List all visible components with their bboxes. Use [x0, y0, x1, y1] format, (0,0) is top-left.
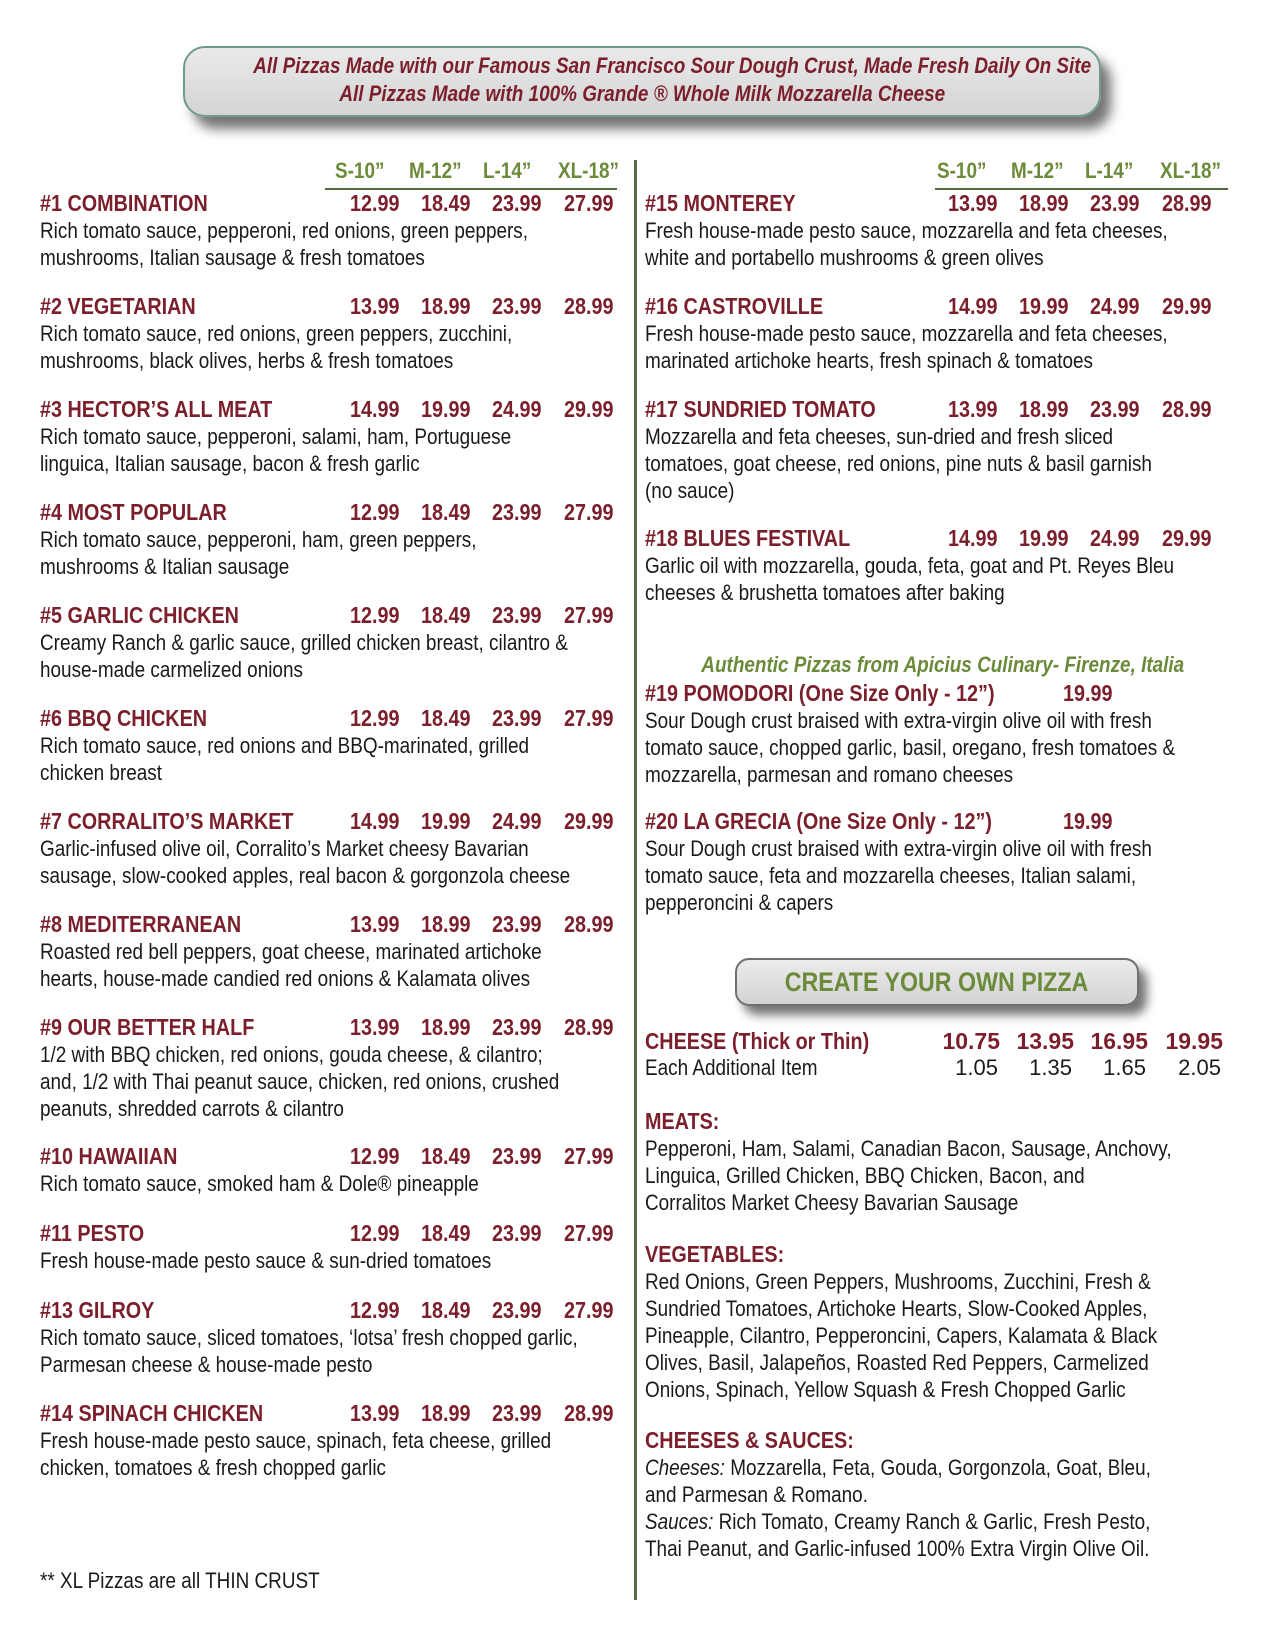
item-name: #10 HAWAIIAN	[40, 1143, 178, 1169]
cheese-label: CHEESE (Thick or Thin)	[645, 1028, 870, 1054]
item-price: 29.99	[564, 396, 614, 422]
item-price: 18.49	[421, 1143, 471, 1169]
size-large: L-14”	[483, 158, 532, 183]
cheeses-sauces-list: Cheeses: Mozzarella, Feta, Gouda, Gorgonzola, Goat, Bleu, and Parmesan & Romano. Sauces: Rich Tomato, Creamy Ranch & Garlic, Fresh Pesto, Thai Peanut, and Garlic-infused 100% Extra Virgin Olive Oil.	[645, 1455, 1151, 1561]
size-xlarge: XL-18”	[558, 158, 619, 183]
item-price: 28.99	[564, 911, 614, 937]
item-description: Rich tomato sauce, smoked ham & Dole® pineapple	[40, 1171, 479, 1196]
vegetables-list: Red Onions, Green Peppers, Mushrooms, Zucchini, Fresh & Sundried Tomatoes, Artichoke Hearts, Slow-Cooked Apples, Pineapple, Cilantro, Pepperoncini, Capers, Kalamata & Black Olives, Basil, Jalapeños, Roasted Red Peppers, Carmelized Onions, Spinach, Yellow Squash & Fresh Chopped Garlic	[645, 1269, 1158, 1402]
item-price: 18.99	[421, 1400, 471, 1426]
item-name: #1 COMBINATION	[40, 190, 208, 216]
size-small: S-10”	[335, 158, 385, 183]
item-price: 28.99	[564, 1014, 614, 1040]
item-price: 23.99	[1090, 396, 1140, 422]
item-name: #2 VEGETARIAN	[40, 293, 196, 319]
item-description: Garlic oil with mozzarella, gouda, feta, goat and Pt. Reyes Bleu cheeses & brushetta tomatoes after baking	[645, 553, 1174, 605]
item-price: 18.49	[421, 602, 471, 628]
item-description: Rich tomato sauce, red onions and BBQ-marinated, grilled chicken breast	[40, 733, 530, 785]
item-price: 29.99	[564, 808, 614, 834]
item-price: 19.99	[1019, 525, 1069, 551]
additional-item-row	[645, 1055, 1245, 1082]
item-price: 18.49	[421, 1297, 471, 1323]
item-price: 18.99	[421, 1014, 471, 1040]
item-price: 29.99	[1162, 293, 1212, 319]
item-price: 18.49	[421, 1220, 471, 1246]
item-price: 12.99	[350, 499, 400, 525]
item-description: Fresh house-made pesto sauce & sun-dried tomatoes	[40, 1248, 492, 1273]
item-price: 18.99	[421, 293, 471, 319]
item-description: Creamy Ranch & garlic sauce, grilled chicken breast, cilantro & house-made carmelized onions	[40, 630, 568, 682]
item-price: 13.99	[948, 396, 998, 422]
item-price: 19.99	[421, 396, 471, 422]
item-description: Rich tomato sauce, pepperoni, red onions, green peppers, mushrooms, Italian sausage & fresh tomatoes	[40, 218, 529, 270]
item-price: 19.99	[1063, 680, 1113, 706]
item-price: 13.99	[350, 1400, 400, 1426]
item-price: 12.99	[350, 1297, 400, 1323]
item-name: #14 SPINACH CHICKEN	[40, 1400, 264, 1426]
item-price: 27.99	[564, 499, 614, 525]
sauces-label: Sauces:	[645, 1509, 714, 1534]
price-xlarge: 2.05	[1178, 1055, 1221, 1080]
size-header-right	[935, 158, 1228, 190]
additional-label: Each Additional Item	[645, 1055, 818, 1080]
item-price: 23.99	[492, 602, 542, 628]
authentic-heading: Authentic Pizzas from Apicius Culinary- Firenze, Italia	[701, 652, 1184, 677]
item-price: 24.99	[1090, 525, 1140, 551]
item-description: Fresh house-made pesto sauce, mozzarella and feta cheeses, white and portabello mushrooms & green olives	[645, 218, 1168, 270]
item-name: #6 BBQ CHICKEN	[40, 705, 208, 731]
item-price: 27.99	[564, 190, 614, 216]
item-price: 23.99	[492, 1400, 542, 1426]
item-description: Roasted red bell peppers, goat cheese, marinated artichoke hearts, house-made candied red onions & Kalamata olives	[40, 939, 542, 991]
item-price: 18.99	[421, 911, 471, 937]
item-price: 13.99	[350, 293, 400, 319]
item-price: 18.99	[1019, 190, 1069, 216]
meats-list: Pepperoni, Ham, Salami, Canadian Bacon, Sausage, Anchovy, Linguica, Grilled Chicken, BBQ Chicken, Bacon, and Corralitos Market Cheesy Bavarian Sausage	[645, 1136, 1172, 1215]
item-price: 19.99	[421, 808, 471, 834]
price-large: 1.65	[1103, 1055, 1146, 1080]
item-price: 23.99	[492, 1014, 542, 1040]
cheese-price-row	[645, 1028, 1245, 1055]
item-price: 12.99	[350, 1220, 400, 1246]
price-medium: 1.35	[1029, 1055, 1072, 1080]
item-name: #5 GARLIC CHICKEN	[40, 602, 239, 628]
item-price: 29.99	[1162, 525, 1212, 551]
item-price: 23.99	[492, 293, 542, 319]
item-price: 13.99	[350, 911, 400, 937]
item-price: 23.99	[1090, 190, 1140, 216]
item-price: 23.99	[492, 705, 542, 731]
meats-title: MEATS:	[645, 1108, 720, 1134]
item-price: 27.99	[564, 705, 614, 731]
item-price: 12.99	[350, 1143, 400, 1169]
item-description: Fresh house-made pesto sauce, spinach, feta cheese, grilled chicken, tomatoes & fresh chopped garlic	[40, 1428, 552, 1480]
item-name: #9 OUR BETTER HALF	[40, 1014, 255, 1040]
item-price: 14.99	[948, 293, 998, 319]
item-price: 13.99	[948, 190, 998, 216]
item-price: 18.99	[1019, 396, 1069, 422]
price-small: 10.75	[942, 1028, 1000, 1054]
item-price: 18.49	[421, 499, 471, 525]
item-price: 19.99	[1063, 808, 1113, 834]
item-price: 23.99	[492, 499, 542, 525]
item-description: 1/2 with BBQ chicken, red onions, gouda cheese, & cilantro; and, 1/2 with Thai peanut sauce, chicken, red onions, crushed peanuts, shredded carrots & cilantro	[40, 1042, 560, 1121]
vegetables-title: VEGETABLES:	[645, 1241, 785, 1267]
size-medium: M-12”	[1011, 158, 1064, 183]
item-name: #19 POMODORI (One Size Only - 12”)	[645, 680, 995, 706]
size-large: L-14”	[1085, 158, 1134, 183]
item-name: #3 HECTOR’S ALL MEAT	[40, 396, 273, 422]
item-price: 24.99	[492, 808, 542, 834]
xl-footnote: ** XL Pizzas are all THIN CRUST	[40, 1568, 320, 1593]
cheeses-sauces-title: CHEESES & SAUCES:	[645, 1427, 854, 1453]
cheeses-label: Cheeses:	[645, 1455, 725, 1480]
item-price: 12.99	[350, 602, 400, 628]
price-small: 1.05	[955, 1055, 998, 1080]
price-large: 16.95	[1090, 1028, 1148, 1054]
item-price: 28.99	[564, 1400, 614, 1426]
top-banner	[183, 46, 1101, 117]
item-description: Rich tomato sauce, red onions, green peppers, zucchini, mushrooms, black olives, herbs & fresh tomatoes	[40, 321, 513, 373]
item-price: 14.99	[350, 396, 400, 422]
item-description: Garlic-infused olive oil, Corralito’s Market cheesy Bavarian sausage, slow-cooked apples, real bacon & gorgonzola cheese	[40, 836, 571, 888]
item-name: #13 GILROY	[40, 1297, 155, 1323]
create-your-own-banner: CREATE YOUR OWN PIZZA	[735, 958, 1139, 1006]
item-price: 12.99	[350, 705, 400, 731]
item-name: #20 LA GRECIA (One Size Only - 12”)	[645, 808, 992, 834]
item-description: Sour Dough crust braised with extra-virgin olive oil with fresh tomato sauce, feta and mozzarella cheeses, Italian salami, pepperoncini & capers	[645, 836, 1152, 915]
meats-section	[645, 1108, 1245, 1216]
size-small: S-10”	[937, 158, 987, 183]
item-description: Sour Dough crust braised with extra-virgin olive oil with fresh tomato sauce, chopped garlic, basil, oregano, fresh tomatoes & mozzarella, parmesan and romano cheeses	[645, 708, 1176, 787]
cheeses-sauces-section	[645, 1427, 1245, 1562]
item-price: 27.99	[564, 1143, 614, 1169]
item-name: #8 MEDITERRANEAN	[40, 911, 242, 937]
item-description: Rich tomato sauce, pepperoni, salami, ham, Portuguese linguica, Italian sausage, bacon & fresh garlic	[40, 424, 512, 476]
item-price: 23.99	[492, 911, 542, 937]
price-medium: 13.95	[1016, 1028, 1074, 1054]
item-description: Mozzarella and feta cheeses, sun-dried and fresh sliced tomatoes, goat cheese, red onions, pine nuts & basil garnish (no sauce)	[645, 424, 1152, 503]
size-medium: M-12”	[409, 158, 462, 183]
item-price: 13.99	[350, 1014, 400, 1040]
item-price: 18.49	[421, 190, 471, 216]
item-price: 19.99	[1019, 293, 1069, 319]
item-price: 28.99	[1162, 396, 1212, 422]
item-description: Fresh house-made pesto sauce, mozzarella and feta cheeses, marinated artichoke hearts, fresh spinach & tomatoes	[645, 321, 1168, 373]
item-price: 27.99	[564, 1220, 614, 1246]
item-name: #17 SUNDRIED TOMATO	[645, 396, 876, 422]
banner-line-1: All Pizzas Made with our Famous San Francisco Sour Dough Crust, Made Fresh Daily On Site	[253, 53, 1092, 78]
item-price: 12.99	[350, 190, 400, 216]
item-name: #4 MOST POPULAR	[40, 499, 227, 525]
item-price: 18.49	[421, 705, 471, 731]
item-name: #11 PESTO	[40, 1220, 145, 1246]
item-price: 14.99	[948, 525, 998, 551]
item-price: 23.99	[492, 190, 542, 216]
item-description: Rich tomato sauce, pepperoni, ham, green peppers, mushrooms & Italian sausage	[40, 527, 477, 579]
item-name: #15 MONTEREY	[645, 190, 796, 216]
item-price: 24.99	[1090, 293, 1140, 319]
item-description: Rich tomato sauce, sliced tomatoes, ‘lotsa’ fresh chopped garlic, Parmesan cheese & house-made pesto	[40, 1325, 578, 1377]
item-name: #16 CASTROVILLE	[645, 293, 824, 319]
banner-line-2: All Pizzas Made with 100% Grande ® Whole Milk Mozzarella Cheese	[339, 81, 945, 106]
item-price: 23.99	[492, 1220, 542, 1246]
vegetables-section	[645, 1241, 1245, 1403]
size-xlarge: XL-18”	[1160, 158, 1221, 183]
item-price: 23.99	[492, 1297, 542, 1323]
item-name: #18 BLUES FESTIVAL	[645, 525, 851, 551]
item-price: 14.99	[350, 808, 400, 834]
item-price: 23.99	[492, 1143, 542, 1169]
price-xlarge: 19.95	[1165, 1028, 1223, 1054]
item-price: 28.99	[1162, 190, 1212, 216]
item-name: #7 CORRALITO’S MARKET	[40, 808, 294, 834]
item-price: 28.99	[564, 293, 614, 319]
item-price: 27.99	[564, 1297, 614, 1323]
size-header-left	[325, 158, 617, 190]
item-price: 24.99	[492, 396, 542, 422]
item-price: 27.99	[564, 602, 614, 628]
